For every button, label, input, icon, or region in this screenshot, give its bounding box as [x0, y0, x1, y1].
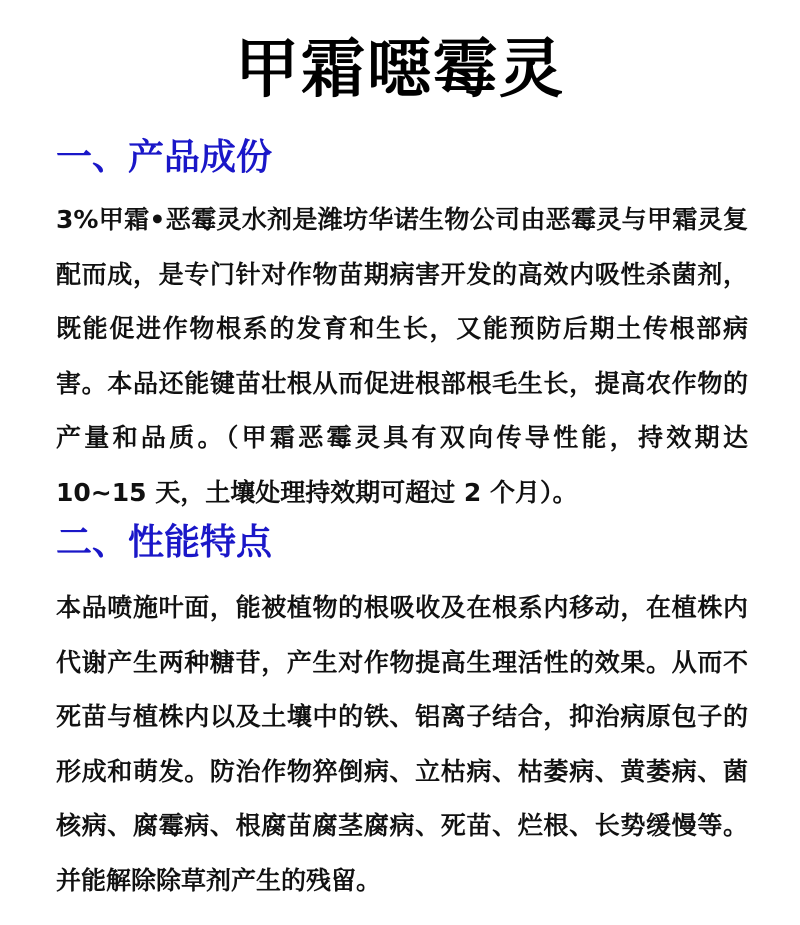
- page-title: 甲霜噁霉灵: [235, 33, 565, 107]
- section-body-features: 本品喷施叶面，能被植物的根吸收及在根系内移动，在植株内代谢产生两种糖苷，产生对作物提高生理活性的效果。从而不死苗与植株内以及土壤中的铁、铝离子结合，抑治病原包子的形成和萌发。防治作物猝倒病、立枯病、枯萎病、黄萎病、菌核病、腐霉病、根腐苗腐茎腐病、死苗、烂根、长势缓慢等。并能解除除草剂产生的残留。: [56, 593, 748, 895]
- section-heading-ingredients: 一、产品成份: [56, 137, 273, 178]
- section-heading-features: 二、性能特点: [56, 522, 273, 563]
- section-body-ingredients: 3%甲霜•恶霉灵水剂是潍坊华诺生物公司由恶霉灵与甲霜灵复配而成，是专门针对作物苗期病害开发的高效内吸性杀菌剂，既能促进作物根系的发育和生长，又能预防后期土传根部病害。本品还能键苗壮根从而促进根部根毛生长，提高农作物的产量和品质。（甲霜恶霉灵具有双向传导性能，持效期达 10~15 天，土壤处理持效期可超过 2 个月）。: [56, 205, 748, 507]
